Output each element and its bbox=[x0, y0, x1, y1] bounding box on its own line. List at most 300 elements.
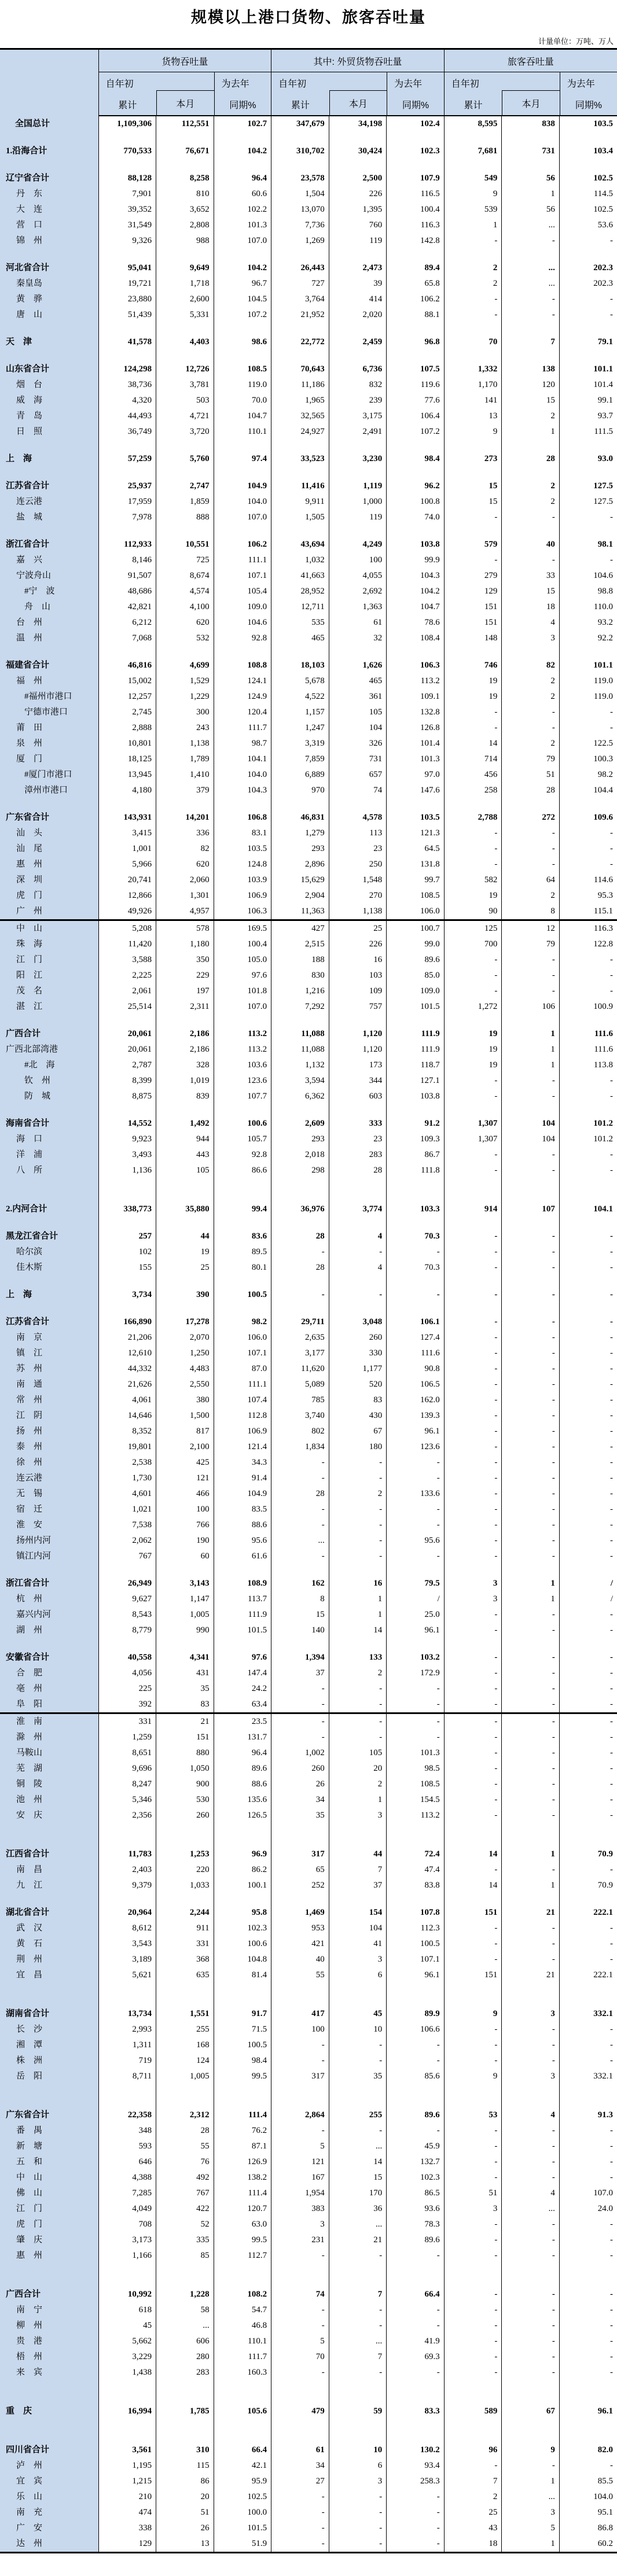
value-cell: - bbox=[559, 1346, 617, 1361]
value-cell: 101.3 bbox=[214, 218, 271, 233]
value-cell: - bbox=[444, 1921, 502, 1936]
value-cell: - bbox=[271, 1697, 329, 1713]
value-cell: 4,522 bbox=[271, 689, 329, 705]
value-cell: 70.3 bbox=[387, 1260, 445, 1276]
value-cell: 25,514 bbox=[98, 999, 156, 1015]
value-cell: 16,994 bbox=[98, 2404, 156, 2419]
value-cell: - bbox=[444, 1377, 502, 1392]
spacer-cell bbox=[98, 249, 156, 260]
value-cell: 105 bbox=[329, 1745, 387, 1761]
value-cell: - bbox=[444, 552, 502, 568]
spacer-cell bbox=[559, 1276, 617, 1287]
value-cell: 21 bbox=[502, 1967, 560, 1983]
row-name-cell: 广 安 bbox=[0, 2520, 98, 2536]
value-cell: 911 bbox=[156, 1921, 214, 1936]
value-cell: 51 bbox=[502, 767, 560, 783]
value-cell: - bbox=[559, 510, 617, 525]
value-cell: - bbox=[502, 1471, 560, 1486]
value-cell: ... bbox=[502, 218, 560, 233]
value-cell: 22,772 bbox=[271, 334, 329, 350]
row-name-cell: 江 门 bbox=[0, 952, 98, 968]
value-cell: 10,992 bbox=[98, 2287, 156, 2302]
label-from-year-start: 自年初 bbox=[451, 79, 479, 89]
value-cell: 104.0 bbox=[214, 767, 271, 783]
spacer-cell bbox=[387, 1178, 445, 1202]
value-cell: 104.2 bbox=[387, 584, 445, 599]
value-cell: 23 bbox=[329, 841, 387, 857]
table-row bbox=[0, 1576, 617, 1591]
value-cell: - bbox=[271, 1287, 329, 1303]
row-name-cell: 江苏省合计 bbox=[0, 1314, 98, 1330]
value-cell: 79.5 bbox=[387, 1576, 445, 1591]
value-cell: 2,864 bbox=[271, 2107, 329, 2123]
spacer-cell bbox=[559, 1303, 617, 1314]
value-cell: 23 bbox=[329, 1132, 387, 1147]
table-row bbox=[0, 1777, 617, 1792]
spacer-cell bbox=[559, 2419, 617, 2442]
value-cell: 66.4 bbox=[214, 2442, 271, 2458]
value-cell: 101.4 bbox=[387, 736, 445, 751]
value-cell: - bbox=[559, 1486, 617, 1502]
value-cell: - bbox=[559, 2232, 617, 2248]
row-name-cell: 肇 庆 bbox=[0, 2232, 98, 2248]
spacer-cell bbox=[98, 440, 156, 451]
value-cell: 1,109,306 bbox=[98, 116, 156, 132]
table-row bbox=[0, 2107, 617, 2123]
spacer-cell bbox=[156, 525, 214, 537]
value-cell: 12,726 bbox=[156, 362, 214, 377]
value-cell: 36,976 bbox=[271, 1202, 329, 1217]
table-row bbox=[0, 2037, 617, 2053]
value-cell: - bbox=[502, 1792, 560, 1808]
value-cell: - bbox=[559, 2123, 617, 2139]
value-cell: 89.6 bbox=[387, 2107, 445, 2123]
value-cell: - bbox=[444, 2154, 502, 2170]
spacer-cell bbox=[559, 1564, 617, 1576]
value-cell: 58 bbox=[156, 2302, 214, 2318]
spacer-name-cell bbox=[0, 350, 98, 362]
label-cumulative: 累计 bbox=[464, 101, 483, 110]
value-cell: 1 bbox=[502, 1576, 560, 1591]
value-cell: 4,699 bbox=[156, 658, 214, 673]
row-name-cell: 嘉 兴 bbox=[0, 552, 98, 568]
value-cell: 832 bbox=[329, 377, 387, 393]
value-cell: 102.2 bbox=[214, 202, 271, 218]
value-cell: 70.9 bbox=[559, 1878, 617, 1893]
row-name-cell: 番 禺 bbox=[0, 2123, 98, 2139]
value-cell: - bbox=[271, 1455, 329, 1471]
value-cell: - bbox=[444, 1623, 502, 1638]
spacer-cell bbox=[156, 2084, 214, 2107]
value-cell: 106.5 bbox=[387, 1377, 445, 1392]
value-cell: 1,269 bbox=[271, 233, 329, 249]
spacer-cell bbox=[502, 798, 560, 810]
value-cell: - bbox=[559, 1408, 617, 1424]
value-cell: - bbox=[502, 1681, 560, 1697]
value-cell: 1,032 bbox=[271, 552, 329, 568]
value-cell: 99.4 bbox=[214, 1202, 271, 1217]
value-cell: 92.8 bbox=[214, 631, 271, 646]
value-cell: 51 bbox=[156, 2505, 214, 2520]
value-cell: 70 bbox=[271, 2349, 329, 2365]
value-cell: - bbox=[329, 2037, 387, 2053]
value-cell: 45.9 bbox=[387, 2139, 445, 2154]
value-cell: - bbox=[559, 1361, 617, 1377]
value-cell: 2 bbox=[444, 2489, 502, 2505]
spacer-cell bbox=[156, 1178, 214, 1202]
value-cell: 100 bbox=[329, 552, 387, 568]
table-row bbox=[0, 1073, 617, 1089]
table-row bbox=[0, 872, 617, 888]
value-cell: 226 bbox=[329, 186, 387, 202]
value-cell: - bbox=[444, 1346, 502, 1361]
value-cell: - bbox=[559, 2365, 617, 2380]
value-cell: 103.8 bbox=[387, 1089, 445, 1104]
value-cell: - bbox=[502, 2302, 560, 2318]
value-cell: 98.8 bbox=[559, 584, 617, 599]
spacer-name-cell bbox=[0, 2084, 98, 2107]
value-cell: 111.1 bbox=[214, 1377, 271, 1392]
value-cell: 13 bbox=[444, 408, 502, 424]
spacer-cell bbox=[156, 646, 214, 658]
value-cell: 1,410 bbox=[156, 767, 214, 783]
row-name-cell: 达 州 bbox=[0, 2536, 98, 2553]
spacer-cell bbox=[444, 249, 502, 260]
value-cell: 6 bbox=[329, 1967, 387, 1983]
value-cell: - bbox=[329, 1517, 387, 1533]
value-cell: 2,808 bbox=[156, 218, 214, 233]
value-cell: 96.1 bbox=[387, 1967, 445, 1983]
value-cell: 2,311 bbox=[156, 999, 214, 1015]
value-cell: 32,565 bbox=[271, 408, 329, 424]
spacer-cell bbox=[156, 1276, 214, 1287]
spacer-cell bbox=[502, 2419, 560, 2442]
value-cell: 98.1 bbox=[559, 537, 617, 552]
spacer-cell bbox=[387, 2419, 445, 2442]
value-cell: 5,346 bbox=[98, 1792, 156, 1808]
value-cell: 79.1 bbox=[559, 334, 617, 350]
value-cell: - bbox=[559, 1549, 617, 1564]
label-cumulative: 累计 bbox=[118, 101, 137, 110]
spacer-name-cell bbox=[0, 1276, 98, 1287]
value-cell: 465 bbox=[329, 673, 387, 689]
value-cell: 5 bbox=[271, 2139, 329, 2154]
value-cell: 3,740 bbox=[271, 1408, 329, 1424]
spacer-cell bbox=[444, 323, 502, 334]
value-cell: - bbox=[444, 2170, 502, 2186]
value-cell: 104.1 bbox=[214, 751, 271, 767]
row-name-cell: 南 京 bbox=[0, 1330, 98, 1346]
value-cell: 119.6 bbox=[387, 377, 445, 393]
spacer-row bbox=[0, 1217, 617, 1229]
spacer-cell bbox=[271, 2264, 329, 2287]
value-cell: 101.5 bbox=[387, 999, 445, 1015]
value-cell: 20 bbox=[156, 2489, 214, 2505]
value-cell: 108.5 bbox=[387, 888, 445, 904]
value-cell: 99.7 bbox=[387, 872, 445, 888]
value-cell: 293 bbox=[271, 841, 329, 857]
value-cell: 1,301 bbox=[156, 888, 214, 904]
table-row bbox=[0, 1952, 617, 1967]
value-cell: 98.6 bbox=[214, 334, 271, 350]
table-row bbox=[0, 1057, 617, 1073]
table-row bbox=[0, 2186, 617, 2201]
table-row bbox=[0, 2458, 617, 2474]
value-cell: 1,954 bbox=[271, 2186, 329, 2201]
table-row bbox=[0, 2248, 617, 2264]
table-row bbox=[0, 1132, 617, 1147]
value-cell: 7,978 bbox=[98, 510, 156, 525]
spacer-cell bbox=[98, 1104, 156, 1116]
value-cell: 2,609 bbox=[271, 1116, 329, 1132]
value-cell: 102.5 bbox=[214, 2489, 271, 2505]
value-cell: 103.5 bbox=[387, 810, 445, 826]
value-cell: 1,000 bbox=[329, 494, 387, 510]
row-name-cell: 合 肥 bbox=[0, 1665, 98, 1681]
value-cell: 466 bbox=[156, 1486, 214, 1502]
value-cell: 1 bbox=[502, 424, 560, 440]
value-cell: 100.6 bbox=[214, 1116, 271, 1132]
value-cell: - bbox=[559, 1229, 617, 1244]
spacer-cell bbox=[387, 1276, 445, 1287]
value-cell: 151 bbox=[156, 1730, 214, 1745]
value-cell: - bbox=[444, 2334, 502, 2349]
value-cell: - bbox=[559, 2170, 617, 2186]
table-row bbox=[0, 1486, 617, 1502]
spacer-cell bbox=[502, 440, 560, 451]
value-cell: 255 bbox=[329, 2107, 387, 2123]
value-cell: - bbox=[559, 2217, 617, 2232]
value-cell: 86 bbox=[156, 2474, 214, 2489]
row-name-cell: 洋 浦 bbox=[0, 1147, 98, 1163]
value-cell: 46.8 bbox=[214, 2318, 271, 2334]
row-name-cell: 丹 东 bbox=[0, 186, 98, 202]
value-cell: - bbox=[559, 1147, 617, 1163]
row-name-cell: 全国总计 bbox=[0, 116, 98, 132]
spacer-row bbox=[0, 2084, 617, 2107]
value-cell: 47.4 bbox=[387, 1862, 445, 1878]
value-cell: - bbox=[329, 1730, 387, 1745]
value-cell: 86.8 bbox=[559, 2520, 617, 2536]
value-cell: 430 bbox=[329, 1408, 387, 1424]
value-cell: 8,146 bbox=[98, 552, 156, 568]
value-cell: 96.1 bbox=[559, 2404, 617, 2419]
value-cell: 953 bbox=[271, 1921, 329, 1936]
value-cell: - bbox=[271, 2248, 329, 2264]
value-cell: 108.5 bbox=[387, 1777, 445, 1792]
table-row bbox=[0, 584, 617, 599]
value-cell: - bbox=[502, 2170, 560, 2186]
value-cell: - bbox=[502, 857, 560, 872]
value-cell: 83 bbox=[156, 1697, 214, 1713]
table-row bbox=[0, 673, 617, 689]
spacer-cell bbox=[502, 159, 560, 171]
value-cell: 11,783 bbox=[98, 1847, 156, 1862]
value-cell: 3,543 bbox=[98, 1936, 156, 1952]
row-name-cell: #福州市港口 bbox=[0, 689, 98, 705]
value-cell: 3 bbox=[444, 2201, 502, 2217]
table-row bbox=[0, 1089, 617, 1104]
value-cell: 21 bbox=[502, 1905, 560, 1921]
value-cell: - bbox=[444, 1713, 502, 1730]
value-cell: 1 bbox=[329, 1792, 387, 1808]
value-cell: 7,901 bbox=[98, 186, 156, 202]
value-cell: 96.8 bbox=[387, 334, 445, 350]
spacer-cell bbox=[329, 525, 387, 537]
value-cell: 180 bbox=[329, 1439, 387, 1455]
value-cell: 3,143 bbox=[156, 1576, 214, 1591]
value-cell: - bbox=[444, 2139, 502, 2154]
table-row bbox=[0, 334, 617, 350]
value-cell: 162 bbox=[271, 1576, 329, 1591]
value-cell: 89.6 bbox=[387, 952, 445, 968]
value-cell: 34,198 bbox=[329, 116, 387, 132]
group-header-cargo: 货物吞吐量 bbox=[98, 49, 271, 72]
spacer-cell bbox=[387, 1015, 445, 1026]
value-cell: 1 bbox=[502, 186, 560, 202]
value-cell: 13,945 bbox=[98, 767, 156, 783]
spacer-cell bbox=[444, 1564, 502, 1576]
spacer-cell bbox=[214, 1823, 271, 1847]
value-cell: 167 bbox=[271, 2170, 329, 2186]
value-cell: 112.8 bbox=[214, 1408, 271, 1424]
value-cell: 1,228 bbox=[156, 2287, 214, 2302]
table-row bbox=[0, 202, 617, 218]
value-cell: 3,415 bbox=[98, 826, 156, 841]
value-cell: 154.5 bbox=[387, 1792, 445, 1808]
spacer-cell bbox=[444, 467, 502, 478]
value-cell: 20,061 bbox=[98, 1026, 156, 1042]
table-row bbox=[0, 218, 617, 233]
value-cell: - bbox=[559, 1777, 617, 1792]
value-cell: - bbox=[559, 1808, 617, 1823]
value-cell: - bbox=[559, 841, 617, 857]
value-cell: 431 bbox=[156, 1665, 214, 1681]
row-name-cell: 广 州 bbox=[0, 904, 98, 920]
value-cell: - bbox=[444, 1330, 502, 1346]
spacer-cell bbox=[444, 798, 502, 810]
value-cell: - bbox=[502, 1408, 560, 1424]
value-cell: 414 bbox=[329, 292, 387, 307]
value-cell: 120 bbox=[502, 377, 560, 393]
value-cell: 36 bbox=[329, 2201, 387, 2217]
value-cell: 20,061 bbox=[98, 1042, 156, 1057]
value-cell: 139.3 bbox=[387, 1408, 445, 1424]
spacer-cell bbox=[502, 1104, 560, 1116]
value-cell: 15 bbox=[502, 584, 560, 599]
value-cell: 3,048 bbox=[329, 1314, 387, 1330]
value-cell: 83.3 bbox=[387, 2404, 445, 2419]
table-row bbox=[0, 904, 617, 920]
table-row bbox=[0, 2139, 617, 2154]
table-row bbox=[0, 1533, 617, 1549]
value-cell: 25 bbox=[156, 1260, 214, 1276]
value-cell: 103.2 bbox=[387, 1650, 445, 1665]
value-cell: 1,505 bbox=[271, 510, 329, 525]
table-row bbox=[0, 1377, 617, 1392]
value-cell: - bbox=[329, 1455, 387, 1471]
row-name-cell: 大 连 bbox=[0, 202, 98, 218]
value-cell: 101.1 bbox=[559, 658, 617, 673]
value-cell: 44 bbox=[329, 1847, 387, 1862]
value-cell: 17,278 bbox=[156, 1314, 214, 1330]
row-name-cell: 八 所 bbox=[0, 1163, 98, 1178]
value-cell: 2,787 bbox=[98, 1057, 156, 1073]
value-cell: 95.9 bbox=[214, 2474, 271, 2489]
value-cell: - bbox=[444, 1650, 502, 1665]
value-cell: 1,789 bbox=[156, 751, 214, 767]
value-cell: 4,061 bbox=[98, 1392, 156, 1408]
table-row bbox=[0, 751, 617, 767]
spacer-cell bbox=[98, 525, 156, 537]
value-cell: 107.2 bbox=[214, 307, 271, 323]
value-cell: 9 bbox=[444, 2069, 502, 2084]
value-cell: 51,439 bbox=[98, 307, 156, 323]
value-cell: 2 bbox=[502, 673, 560, 689]
value-cell: 67 bbox=[329, 1424, 387, 1439]
spacer-row bbox=[0, 1893, 617, 1905]
value-cell: 34 bbox=[271, 1792, 329, 1808]
value-cell: 109 bbox=[329, 983, 387, 999]
value-cell: 2,356 bbox=[98, 1808, 156, 1823]
value-cell: 229 bbox=[156, 968, 214, 983]
value-cell: 14 bbox=[444, 1847, 502, 1862]
table-row bbox=[0, 2154, 617, 2170]
value-cell: 38,736 bbox=[98, 377, 156, 393]
row-name-cell: 荆 州 bbox=[0, 1952, 98, 1967]
value-cell: 4,957 bbox=[156, 904, 214, 920]
value-cell: 102 bbox=[98, 1244, 156, 1260]
row-name-cell: 汕 头 bbox=[0, 826, 98, 841]
spacer-cell bbox=[502, 1893, 560, 1905]
value-cell: 19 bbox=[444, 1057, 502, 1073]
table-row bbox=[0, 276, 617, 292]
value-cell: 2,500 bbox=[329, 171, 387, 186]
spacer-cell bbox=[502, 1217, 560, 1229]
value-cell: 13 bbox=[156, 2536, 214, 2553]
row-name-cell: 江 阴 bbox=[0, 1408, 98, 1424]
spacer-cell bbox=[444, 1893, 502, 1905]
table-row bbox=[0, 841, 617, 857]
value-cell: 111.4 bbox=[214, 2107, 271, 2123]
value-cell: 589 bbox=[444, 2404, 502, 2419]
value-cell: 99.5 bbox=[214, 2069, 271, 2084]
value-cell: 14 bbox=[444, 1878, 502, 1893]
value-cell: - bbox=[559, 1502, 617, 1517]
value-cell: 8,779 bbox=[98, 1623, 156, 1638]
value-cell: 317 bbox=[271, 2069, 329, 2084]
value-cell: 3,319 bbox=[271, 736, 329, 751]
value-cell: 770,533 bbox=[98, 143, 156, 159]
value-cell: 8,595 bbox=[444, 116, 502, 132]
value-cell: 70.3 bbox=[387, 1229, 445, 1244]
value-cell: 101.1 bbox=[559, 362, 617, 377]
spacer-cell bbox=[98, 159, 156, 171]
spacer-cell bbox=[387, 159, 445, 171]
table-row bbox=[0, 186, 617, 202]
table-row bbox=[0, 1287, 617, 1303]
value-cell: 110.1 bbox=[214, 2334, 271, 2349]
value-cell: 147.6 bbox=[387, 783, 445, 798]
value-cell: - bbox=[559, 1377, 617, 1392]
value-cell: 98.5 bbox=[387, 1761, 445, 1777]
value-cell: 64.5 bbox=[387, 841, 445, 857]
row-name-cell: 广东省合计 bbox=[0, 810, 98, 826]
value-cell: 4,341 bbox=[156, 1650, 214, 1665]
value-cell: 126.8 bbox=[387, 720, 445, 736]
value-cell: 3,175 bbox=[329, 408, 387, 424]
value-cell: 99.9 bbox=[387, 552, 445, 568]
